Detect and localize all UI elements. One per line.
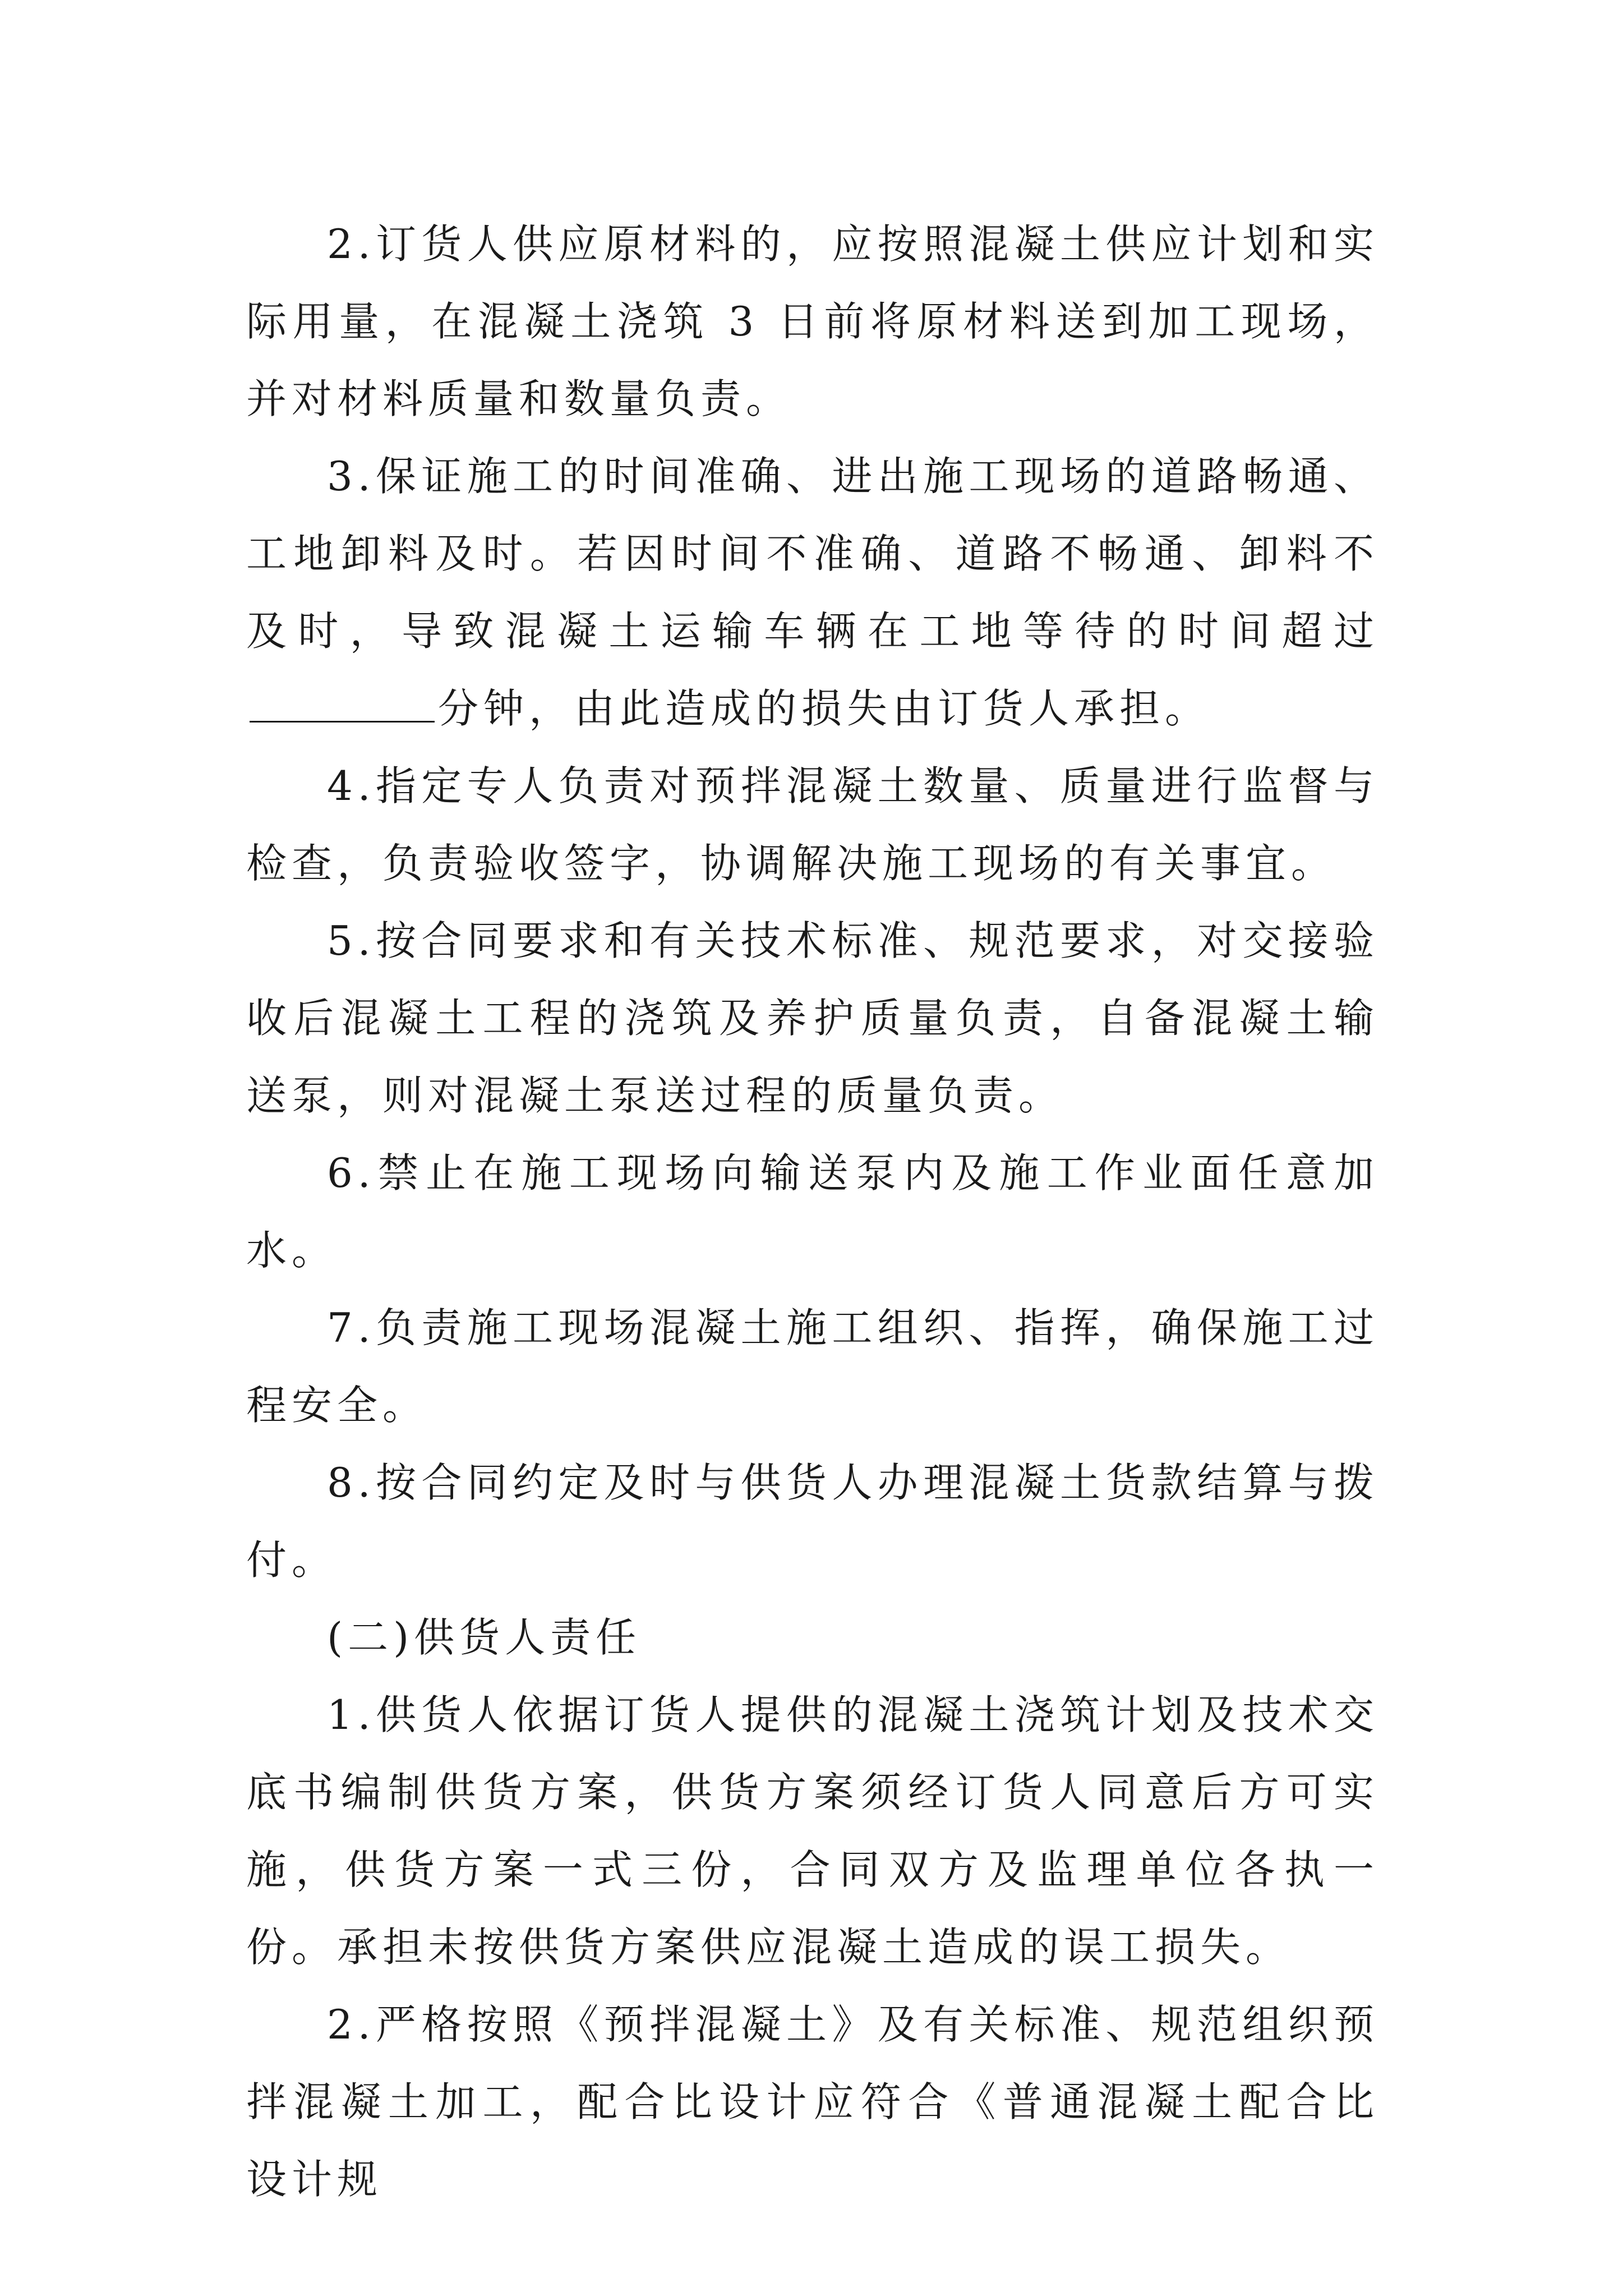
paragraph-safety: 7.负责施工现场混凝土施工组织、指挥，确保施工过程安全。 xyxy=(246,1304,1379,1429)
section-heading-supplier: (二)供货人责任 xyxy=(327,1614,642,1661)
document-body xyxy=(246,205,1379,2218)
paragraph-payment: 8.按合同约定及时与供货人办理混凝土货款结算与拨付。 xyxy=(246,1459,1379,1584)
paragraph-construction-time xyxy=(246,438,1379,747)
paragraph-supervision: 4.指定专人负责对预拌混凝土数量、质量进行监督与检查，负责验收签字，协调解决施工现场的有关事宜。 xyxy=(246,762,1379,887)
paragraph-standards: 2.严格按照《预拌混凝土》及有关标准、规范组织预拌混凝土加工，配合比设计应符合《普通混凝土配合比设计规 xyxy=(246,2001,1379,2203)
fill-in-blank-minutes xyxy=(250,686,435,723)
paragraph-construction-time-part1: 3.保证施工的时间准确、进出施工现场的道路畅通、工地卸料及时。若因时间不准确、道路不畅通、卸料不及时，导致混凝土运输车辆在工地等待的时间超过 xyxy=(246,453,1379,655)
paragraph-raw-material: 2.订货人供应原材料的，应按照混凝土供应计划和实际用量，在混凝土浇筑 3 日前将原材料送到加工现场，并对材料质量和数量负责。 xyxy=(246,220,1379,422)
paragraph-supply-plan: 1.供货人依据订货人提供的混凝土浇筑计划及技术交底书编制供货方案，供货方案须经订货人同意后方可实施，供货方案一式三份，合同双方及监理单位各执一份。承担未按供货方案供应混凝土造成的误工损失。 xyxy=(246,1691,1379,1971)
paragraph-construction-time-part2: 分钟，由此造成的损失由订货人承担。 xyxy=(438,685,1211,732)
paragraph-no-water: 6.禁止在施工现场向输送泵内及施工作业面任意加水。 xyxy=(246,1149,1379,1274)
paragraph-quality-responsibility: 5.按合同要求和有关技术标准、规范要求，对交接验收后混凝土工程的浇筑及养护质量负责，自备混凝土输送泵，则对混凝土泵送过程的质量负责。 xyxy=(246,917,1379,1119)
